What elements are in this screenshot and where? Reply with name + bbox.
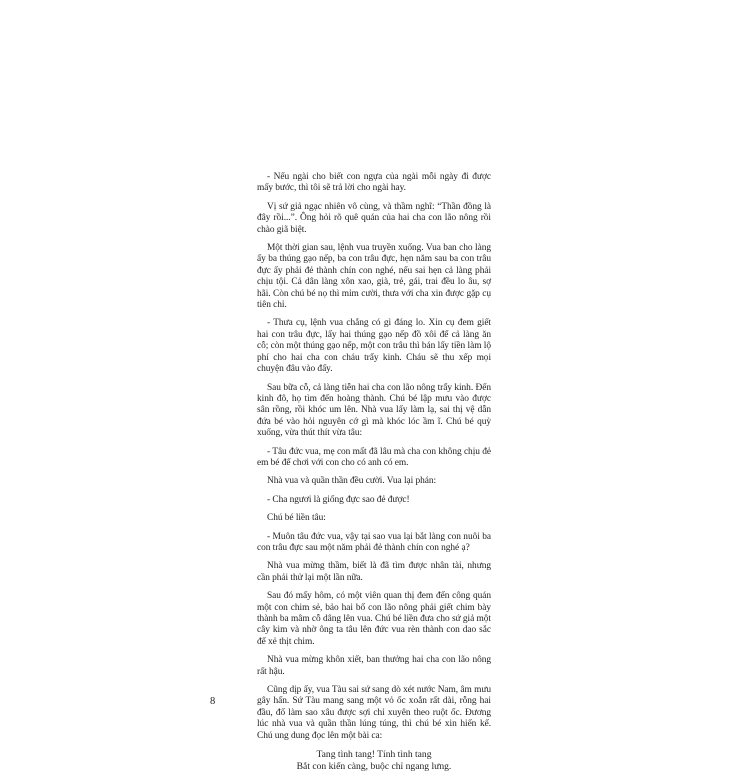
- paragraph: Nhà vua và quần thần đều cười. Vua lại phán:: [267, 476, 437, 487]
- paragraph: Sau đó mấy hôm, có một viên quan thị đem đến công quán một con chim sẻ, bảo hai bố con lão nông phải giết chim bày thành ba mâm cỗ dâng lên vua. Chú bé liền đưa cho sứ giả một cây kim và nhờ ông ta tâu lên đức vua rèn thành con dao sắc để xẻ thịt chim.: [257, 591, 491, 647]
- paragraph: Vị sứ giả ngạc nhiên vô cùng, và thầm nghĩ: “Thần đồng là đây rồi...”. Ông hỏi rõ quê quán của hai cha con lão nông rồi chào giã biệt.: [257, 201, 491, 235]
- body-text: [257, 172, 491, 773]
- paragraph: - Tâu đức vua, mẹ con mất đã lâu mà cha con không chịu đẻ em bé để chơi với con cho có anh có em.: [257, 446, 491, 468]
- paragraph: Sau bữa cỗ, cả làng tiễn hai cha con lão nông trẩy kinh. Đến kinh đô, họ tìm đến hoàng thành. Chú bé lập mưu vào được sân rồng, rồi khóc um lên. Nhà vua lấy làm lạ, sai thị vệ dẫn đứa bé vào hỏi nguyên cớ gì mà khóc lóc ầm ĩ. Chú bé quỳ xuống, vừa thút thít vừa tâu:: [257, 382, 491, 439]
- paragraph: Nhà vua mừng thầm, biết là đã tìm được nhân tài, nhưng cần phải thử lại một lần nữa.: [257, 561, 491, 583]
- paragraph: Nhà vua mừng khôn xiết, ban thưởng hai cha con lão nông rất hậu.: [257, 655, 491, 677]
- paragraph: - Thưa cụ, lệnh vua chẳng có gì đáng lo. Xin cụ đem giết hai con trâu đực, lấy hai thúng gạo nếp đồ xôi để cả làng ăn cỗ; còn một thúng gạo nếp, một con trâu thì bán lấy tiền làm lộ phí cho hai cha con cháu trẩy kinh. Cháu sẽ thu xếp mọi chuyện đâu vào đấy.: [257, 318, 491, 375]
- paragraph: - Nếu ngài cho biết con ngựa của ngài mỗi ngày đi được mấy bước, thì tôi sẽ trả lời cho ngài hay.: [257, 172, 491, 194]
- paragraph: Chú bé liền tâu:: [267, 513, 326, 524]
- verse-line: Bắt con kiến càng, buộc chỉ ngang lưng.: [296, 761, 452, 773]
- paragraph: Cũng dịp ấy, vua Tàu sai sứ sang dò xét nước Nam, âm mưu gây hấn. Sứ Tàu mang sang một vỏ ốc xoắn rất dài, rỗng hai đầu, đố làm sao xâu được sợi chỉ xuyên theo ruột ốc. Đương lúc nhà vua và quần thần lúng túng, thì chú bé xin hiến kế. Chú ung dung đọc lên một bài ca:: [257, 685, 491, 741]
- paragraph: - Cha ngươi là giống đực sao đẻ được!: [267, 494, 410, 505]
- paragraph: Một thời gian sau, lệnh vua truyền xuống. Vua ban cho làng ấy ba thúng gạo nếp, ba con trâu đực, hẹn năm sau ba con trâu đực ấy phải đẻ thành chín con nghé, nếu sai hẹn cả làng phải chịu tội. Cả dân làng xôn xao, già, trẻ, gái, trai đều lo âu, sợ hãi. Còn chú bé nọ thì mỉm cười, thưa với cha xin được gặp cụ tiên chỉ.: [257, 243, 491, 311]
- page-number: 8: [210, 696, 216, 707]
- paragraph: - Muôn tâu đức vua, vậy tại sao vua lại bắt làng con nuôi ba con trâu đực sau một năm phải đẻ thành chín con nghé ạ?: [257, 531, 491, 553]
- verse-line: Tang tình tang! Tính tình tang: [316, 749, 432, 761]
